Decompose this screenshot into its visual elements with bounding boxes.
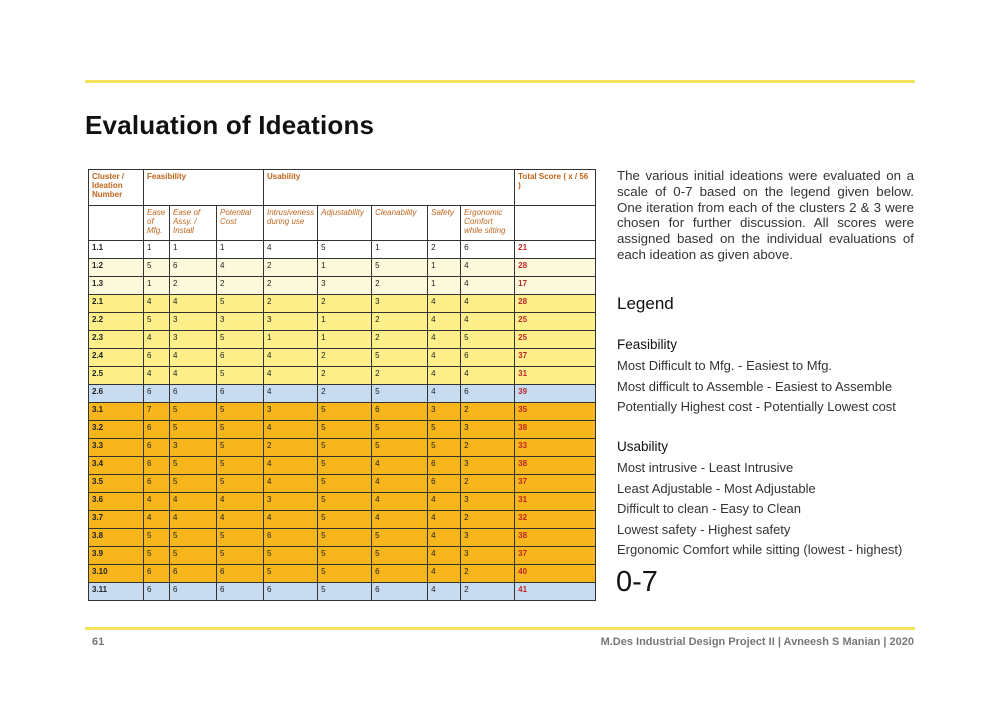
subheader-ease-assy: Ease of Assy. / Install <box>170 206 217 241</box>
cell-cluster-id: 2.4 <box>89 349 144 367</box>
cell-score: 2 <box>264 277 318 295</box>
cell-score: 6 <box>217 349 264 367</box>
cell-score: 2 <box>264 259 318 277</box>
cell-score: 2 <box>461 565 515 583</box>
table-row <box>89 349 596 367</box>
cell-score: 6 <box>170 565 217 583</box>
cell-score: 4 <box>217 511 264 529</box>
cell-score: 4 <box>372 493 428 511</box>
table-row <box>89 367 596 385</box>
cell-score: 5 <box>170 421 217 439</box>
cell-score: 5 <box>170 529 217 547</box>
cell-score: 6 <box>428 475 461 493</box>
subheader-ease-mfg: Ease of Mfg. <box>144 206 170 241</box>
bottom-divider <box>85 627 915 630</box>
legend-feasibility-item: Most difficult to Assemble - Easiest to Assemble <box>617 379 893 394</box>
cell-score: 5 <box>318 403 372 421</box>
cell-cluster-id: 1.2 <box>89 259 144 277</box>
table-row <box>89 529 596 547</box>
cell-score: 1 <box>264 331 318 349</box>
cell-score: 4 <box>428 583 461 601</box>
legend-usability-item: Least Adjustable - Most Adjustable <box>617 481 816 496</box>
cell-score: 4 <box>144 331 170 349</box>
cell-score: 5 <box>372 349 428 367</box>
cell-total-score: 33 <box>515 439 596 457</box>
cell-score: 4 <box>428 529 461 547</box>
cell-score: 3 <box>264 493 318 511</box>
legend-title: Legend <box>617 294 674 313</box>
cell-score: 4 <box>372 475 428 493</box>
cell-score: 5 <box>144 529 170 547</box>
cell-score: 6 <box>144 475 170 493</box>
cell-cluster-id: 1.3 <box>89 277 144 295</box>
cell-score: 2 <box>461 511 515 529</box>
cell-score: 5 <box>264 547 318 565</box>
cell-score: 5 <box>428 439 461 457</box>
description-paragraph: The various initial ideations were evaluated on a scale of 0-7 based on the legend given below. One iteration from each of the clusters 2 & 3 were chosen for further discussion. All scores were assigned based on the individual evaluations of each ideation as given above. <box>617 168 914 262</box>
cell-total-score: 37 <box>515 349 596 367</box>
cell-score: 2 <box>318 385 372 403</box>
cell-score: 2 <box>170 277 217 295</box>
table-row <box>89 439 596 457</box>
cell-score: 3 <box>428 403 461 421</box>
legend-feasibility-title: Feasibility <box>617 337 678 352</box>
legend-usability-item: Ergonomic Comfort while sitting (lowest - highest) <box>617 542 903 557</box>
cell-score: 6 <box>170 385 217 403</box>
cell-score: 5 <box>318 457 372 475</box>
cell-score: 4 <box>170 511 217 529</box>
cell-score: 5 <box>372 529 428 547</box>
header-total-score: Total Score ( x / 56 ) <box>515 170 596 206</box>
table-row <box>89 493 596 511</box>
cell-score: 4 <box>428 349 461 367</box>
table-row <box>89 385 596 403</box>
page-title: Evaluation of Ideations <box>85 110 375 140</box>
cell-score: 5 <box>217 529 264 547</box>
cell-score: 5 <box>318 493 372 511</box>
cell-score: 6 <box>144 349 170 367</box>
cell-score: 4 <box>428 565 461 583</box>
cell-score: 6 <box>461 385 515 403</box>
cell-total-score: 21 <box>515 241 596 259</box>
cell-score: 5 <box>318 529 372 547</box>
cell-score: 5 <box>217 475 264 493</box>
cell-score: 4 <box>144 493 170 511</box>
table-row <box>89 565 596 583</box>
cell-total-score: 37 <box>515 475 596 493</box>
cell-score: 4 <box>428 493 461 511</box>
cell-score: 5 <box>318 475 372 493</box>
subheader-potential-cost: Potential Cost <box>217 206 264 241</box>
cell-score: 5 <box>144 259 170 277</box>
cell-score: 2 <box>372 313 428 331</box>
cell-score: 4 <box>428 367 461 385</box>
cell-score: 1 <box>318 259 372 277</box>
cell-score: 6 <box>144 457 170 475</box>
cell-score: 5 <box>318 511 372 529</box>
cell-score: 2 <box>372 367 428 385</box>
cell-score: 2 <box>264 439 318 457</box>
cell-score: 5 <box>144 313 170 331</box>
cell-total-score: 28 <box>515 295 596 313</box>
cell-score: 2 <box>461 403 515 421</box>
cell-score: 4 <box>461 277 515 295</box>
cell-cluster-id: 2.2 <box>89 313 144 331</box>
header-feasibility: Feasibility <box>144 170 264 206</box>
cell-score: 1 <box>170 241 217 259</box>
cell-score: 5 <box>372 259 428 277</box>
cell-score: 2 <box>318 295 372 313</box>
cell-score: 4 <box>264 511 318 529</box>
subheader-ergonomic: Ergonomic Comfort while sitting <box>461 206 515 241</box>
cell-score: 2 <box>428 241 461 259</box>
cell-score: 6 <box>170 259 217 277</box>
cell-score: 4 <box>372 511 428 529</box>
cell-score: 1 <box>144 241 170 259</box>
cell-score: 1 <box>428 277 461 295</box>
cell-cluster-id: 3.11 <box>89 583 144 601</box>
subheader-blank <box>89 206 144 241</box>
cell-cluster-id: 2.5 <box>89 367 144 385</box>
cell-cluster-id: 1.1 <box>89 241 144 259</box>
subheader-cleanability: Cleanability <box>372 206 428 241</box>
cell-score: 4 <box>428 313 461 331</box>
cell-score: 2 <box>318 349 372 367</box>
cell-cluster-id: 3.8 <box>89 529 144 547</box>
cell-total-score: 37 <box>515 547 596 565</box>
cell-cluster-id: 2.6 <box>89 385 144 403</box>
cell-score: 5 <box>461 331 515 349</box>
cell-score: 6 <box>264 583 318 601</box>
cell-score: 6 <box>461 349 515 367</box>
cell-score: 5 <box>217 295 264 313</box>
table-row <box>89 277 596 295</box>
table-row <box>89 457 596 475</box>
cell-score: 4 <box>144 511 170 529</box>
cell-score: 6 <box>144 583 170 601</box>
table-row <box>89 331 596 349</box>
cell-score: 5 <box>170 547 217 565</box>
cell-score: 6 <box>264 529 318 547</box>
cell-score: 1 <box>318 331 372 349</box>
cell-score: 5 <box>217 457 264 475</box>
cell-score: 4 <box>264 421 318 439</box>
cell-score: 4 <box>264 241 318 259</box>
cell-cluster-id: 3.5 <box>89 475 144 493</box>
cell-score: 6 <box>372 403 428 421</box>
cell-score: 3 <box>461 493 515 511</box>
cell-score: 4 <box>264 475 318 493</box>
table-row <box>89 295 596 313</box>
cell-score: 4 <box>428 547 461 565</box>
cell-score: 4 <box>170 493 217 511</box>
cell-score: 4 <box>461 367 515 385</box>
cell-score: 4 <box>264 367 318 385</box>
cell-score: 6 <box>170 583 217 601</box>
legend-feasibility-item: Potentially Highest cost - Potentially Lowest cost <box>617 399 896 414</box>
footer-credit: M.Des Industrial Design Project II | Avneesh S Manian | 2020 <box>600 636 914 648</box>
cell-cluster-id: 3.3 <box>89 439 144 457</box>
cell-score: 4 <box>461 259 515 277</box>
cell-total-score: 35 <box>515 403 596 421</box>
cell-score: 3 <box>170 331 217 349</box>
top-divider <box>85 80 915 83</box>
table-row <box>89 259 596 277</box>
evaluation-table-container <box>88 169 596 601</box>
cell-cluster-id: 3.9 <box>89 547 144 565</box>
cell-total-score: 32 <box>515 511 596 529</box>
cell-score: 6 <box>428 457 461 475</box>
cell-score: 4 <box>428 385 461 403</box>
cell-score: 3 <box>461 529 515 547</box>
cell-score: 4 <box>428 511 461 529</box>
cell-score: 2 <box>372 331 428 349</box>
cell-cluster-id: 2.1 <box>89 295 144 313</box>
cell-score: 7 <box>144 403 170 421</box>
cell-total-score: 17 <box>515 277 596 295</box>
cell-score: 6 <box>144 421 170 439</box>
subheader-total-blank <box>515 206 596 241</box>
page-number: 61 <box>92 636 105 648</box>
cell-score: 6 <box>144 439 170 457</box>
cell-score: 4 <box>264 457 318 475</box>
cell-score: 5 <box>217 547 264 565</box>
subheader-safety: Safety <box>428 206 461 241</box>
cell-total-score: 39 <box>515 385 596 403</box>
cell-score: 5 <box>217 439 264 457</box>
subheader-intrusiveness: Intrusiveness during use <box>264 206 318 241</box>
cell-score: 4 <box>144 295 170 313</box>
cell-cluster-id: 3.4 <box>89 457 144 475</box>
cell-score: 4 <box>217 493 264 511</box>
cell-score: 6 <box>372 583 428 601</box>
table-row <box>89 511 596 529</box>
header-cluster: Cluster / Ideation Number <box>89 170 144 206</box>
cell-score: 6 <box>217 565 264 583</box>
cell-score: 4 <box>217 259 264 277</box>
table-row <box>89 421 596 439</box>
cell-score: 4 <box>170 349 217 367</box>
cell-score: 4 <box>170 367 217 385</box>
cell-total-score: 28 <box>515 259 596 277</box>
legend-feasibility-item: Most Difficult to Mfg. - Easiest to Mfg. <box>617 358 833 373</box>
cell-total-score: 31 <box>515 367 596 385</box>
cell-score: 5 <box>318 241 372 259</box>
cell-score: 3 <box>461 457 515 475</box>
cell-total-score: 25 <box>515 313 596 331</box>
cell-score: 2 <box>372 277 428 295</box>
cell-cluster-id: 3.2 <box>89 421 144 439</box>
cell-score: 4 <box>428 331 461 349</box>
cell-score: 3 <box>170 313 217 331</box>
legend-usability-item: Difficult to clean - Easy to Clean <box>617 501 802 516</box>
cell-score: 5 <box>170 475 217 493</box>
cell-score: 1 <box>318 313 372 331</box>
cell-score: 5 <box>217 421 264 439</box>
cell-total-score: 41 <box>515 583 596 601</box>
cell-score: 5 <box>372 385 428 403</box>
cell-score: 5 <box>428 421 461 439</box>
cell-score: 6 <box>217 583 264 601</box>
cell-total-score: 25 <box>515 331 596 349</box>
subheader-adjustability: Adjustability <box>318 206 372 241</box>
cell-score: 1 <box>144 277 170 295</box>
table-row <box>89 403 596 421</box>
cell-score: 4 <box>461 295 515 313</box>
cell-score: 5 <box>144 547 170 565</box>
cell-cluster-id: 3.6 <box>89 493 144 511</box>
header-usability: Usability <box>264 170 515 206</box>
cell-score: 2 <box>461 439 515 457</box>
cell-score: 5 <box>318 421 372 439</box>
cell-score: 2 <box>461 475 515 493</box>
cell-score: 2 <box>461 583 515 601</box>
cell-cluster-id: 3.7 <box>89 511 144 529</box>
cell-total-score: 38 <box>515 529 596 547</box>
cell-score: 5 <box>318 565 372 583</box>
legend-usability-title: Usability <box>617 439 669 454</box>
table-row <box>89 313 596 331</box>
cell-score: 5 <box>217 331 264 349</box>
scale-label: 0-7 <box>616 566 658 598</box>
cell-score: 5 <box>318 439 372 457</box>
cell-score: 5 <box>217 403 264 421</box>
cell-score: 4 <box>264 385 318 403</box>
cell-score: 5 <box>170 457 217 475</box>
cell-score: 4 <box>264 349 318 367</box>
cell-cluster-id: 3.10 <box>89 565 144 583</box>
cell-cluster-id: 2.3 <box>89 331 144 349</box>
cell-score: 4 <box>461 313 515 331</box>
cell-cluster-id: 3.1 <box>89 403 144 421</box>
cell-score: 2 <box>318 367 372 385</box>
cell-score: 4 <box>428 295 461 313</box>
table-row <box>89 475 596 493</box>
cell-score: 5 <box>264 565 318 583</box>
cell-score: 4 <box>144 367 170 385</box>
cell-score: 3 <box>217 313 264 331</box>
table-row <box>89 583 596 601</box>
cell-score: 6 <box>144 565 170 583</box>
cell-score: 2 <box>264 295 318 313</box>
table-row <box>89 241 596 259</box>
cell-score: 6 <box>217 385 264 403</box>
cell-score: 5 <box>318 583 372 601</box>
cell-score: 1 <box>428 259 461 277</box>
cell-score: 5 <box>170 403 217 421</box>
cell-total-score: 31 <box>515 493 596 511</box>
cell-total-score: 40 <box>515 565 596 583</box>
cell-score: 5 <box>217 367 264 385</box>
cell-score: 3 <box>264 403 318 421</box>
cell-score: 3 <box>372 295 428 313</box>
cell-score: 6 <box>372 565 428 583</box>
cell-score: 3 <box>461 547 515 565</box>
legend-usability-item: Lowest safety - Highest safety <box>617 522 791 537</box>
legend-usability-item: Most intrusive - Least Intrusive <box>617 460 794 475</box>
cell-score: 3 <box>318 277 372 295</box>
cell-total-score: 38 <box>515 421 596 439</box>
cell-score: 3 <box>264 313 318 331</box>
cell-score: 5 <box>372 439 428 457</box>
cell-score: 3 <box>461 421 515 439</box>
cell-score: 4 <box>372 457 428 475</box>
cell-total-score: 38 <box>515 457 596 475</box>
cell-score: 6 <box>144 385 170 403</box>
table-row <box>89 547 596 565</box>
cell-score: 1 <box>217 241 264 259</box>
cell-score: 6 <box>461 241 515 259</box>
cell-score: 4 <box>170 295 217 313</box>
cell-score: 2 <box>217 277 264 295</box>
cell-score: 5 <box>318 547 372 565</box>
cell-score: 3 <box>170 439 217 457</box>
evaluation-table <box>88 169 596 601</box>
cell-score: 5 <box>372 421 428 439</box>
cell-score: 1 <box>372 241 428 259</box>
cell-score: 5 <box>372 547 428 565</box>
